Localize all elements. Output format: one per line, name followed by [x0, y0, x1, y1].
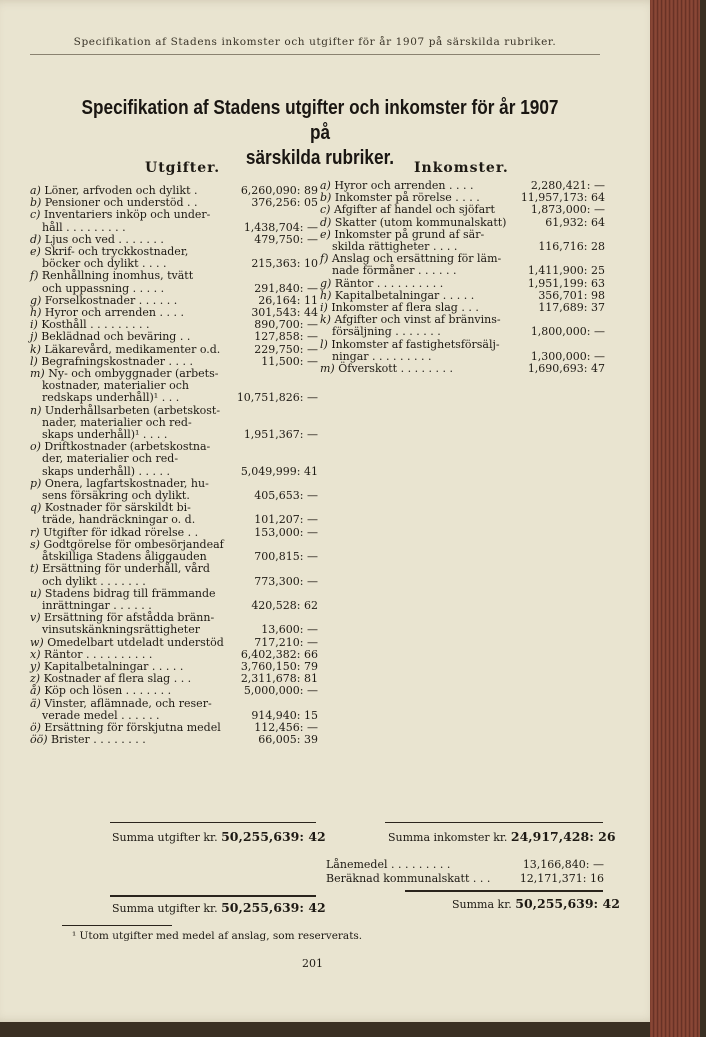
item-line: Vinster, aflämnade, och reser- — [44, 696, 212, 710]
item-mark: i) — [320, 301, 328, 315]
income-sum2-label: Summa kr. — [452, 898, 512, 911]
item-label — [30, 209, 240, 233]
income-sum-rule — [385, 822, 603, 823]
footnote: ¹ Utom utgifter med medel af anslag, som reserverats. — [72, 930, 363, 942]
tax-row — [326, 872, 604, 885]
expense-item — [30, 734, 318, 746]
item-mark: a) — [30, 184, 41, 197]
tax-label: Beräknad kommunalskatt . . . — [326, 872, 491, 885]
item-value: 301,543: 44 — [251, 306, 318, 320]
item-value: 773,300: — — [254, 574, 318, 588]
item-mark: y) — [30, 659, 41, 673]
income-sum2-value: 50,255,639: 42 — [515, 896, 620, 911]
item-label — [30, 612, 257, 636]
loan-label: Lånemedel . . . . . . . . . — [326, 858, 451, 871]
item-value: 66,005: 39 — [258, 733, 318, 747]
item-line: Inkomster af flera slag . . . — [331, 301, 479, 315]
item-mark: g) — [30, 293, 42, 307]
page-number: 201 — [302, 957, 323, 970]
item-mark: i) — [30, 318, 38, 332]
item-line: Ersättning för afstådda bränn- — [44, 611, 215, 625]
item-line: Öfverskott . . . . . . . . — [338, 362, 454, 376]
item-label — [30, 478, 250, 502]
item-label — [30, 405, 240, 442]
item-mark: ä) — [30, 696, 41, 710]
item-line: Räntor . . . . . . . . . . — [44, 647, 153, 661]
item-line: Inkomster på rörelse . . . . — [334, 191, 480, 205]
expense-item — [30, 209, 318, 233]
expenses-sum-label: Summa utgifter kr. — [112, 831, 218, 844]
loan-value: 13,166,840: — — [522, 858, 604, 871]
income-heading: Inkomster. — [414, 160, 509, 176]
loan-row — [326, 858, 604, 871]
expenses-sum2-value: 50,255,639: 42 — [221, 900, 326, 915]
item-mark: z) — [30, 672, 41, 686]
item-line: träde, handräckningar o. d. — [42, 513, 196, 527]
item-value: 61,932: 64 — [545, 215, 605, 229]
item-label — [30, 734, 254, 746]
expense-item — [30, 270, 318, 294]
item-value: 1,300,000: — — [530, 349, 605, 363]
item-line: Brister . . . . . . . . — [51, 733, 146, 747]
item-mark: öö) — [30, 733, 48, 747]
expenses-sum2-rule — [110, 895, 316, 897]
item-label — [320, 363, 524, 375]
item-line: Kapitalbetalningar . . . . . — [44, 659, 184, 673]
expenses-heading: Utgifter. — [145, 160, 221, 176]
item-value: 291,840: — — [254, 281, 318, 295]
item-mark: x) — [30, 647, 41, 661]
item-line: Renhållning inomhus, tvätt — [41, 269, 194, 283]
item-line: Stadens bidrag till främmande — [44, 586, 216, 600]
item-value: 6,402,382: 66 — [240, 647, 318, 661]
expenses-sum-rule — [110, 822, 316, 823]
item-value: 1,411,900: 25 — [527, 264, 605, 278]
item-value: 914,940: 15 — [251, 708, 318, 722]
item-line: nader, materialier och red- — [42, 415, 192, 429]
item-value: 1,951,367: — — [243, 428, 318, 442]
income-sum2-rule — [405, 890, 603, 892]
item-value: 700,815: — — [254, 550, 318, 564]
item-line: sens försäkring och dylikt. — [42, 489, 190, 503]
item-mark: e) — [30, 245, 41, 259]
item-mark: g) — [320, 276, 332, 290]
item-value: 26,164: 11 — [258, 293, 318, 307]
item-line: kostnader, materialier och — [42, 379, 190, 393]
item-label — [320, 229, 534, 253]
item-value: 2,311,678: 81 — [240, 672, 318, 686]
item-label — [30, 368, 233, 405]
expense-item — [30, 539, 318, 563]
tax-value: 12,171,371: 16 — [519, 872, 604, 885]
income-item — [320, 339, 605, 363]
item-value: 101,207: — — [254, 513, 318, 527]
item-label — [30, 698, 247, 722]
item-mark: v) — [30, 611, 41, 625]
expense-item — [30, 502, 318, 526]
item-value: 6,260,090: 89 — [240, 184, 318, 197]
item-value: 127,858: — — [254, 330, 318, 344]
item-value: 1,873,000: — — [530, 203, 605, 217]
item-value: 10,751,826: — — [236, 391, 318, 405]
expense-item — [30, 368, 318, 405]
item-value: 153,000: — — [254, 525, 318, 539]
item-line: Skrif- och tryckkostnader, — [44, 245, 189, 259]
item-mark: k) — [30, 342, 41, 356]
income-list — [320, 180, 605, 375]
expenses-sum2-label: Summa utgifter kr. — [112, 902, 218, 915]
item-label — [30, 246, 247, 270]
item-mark: t) — [30, 562, 39, 576]
income-item — [320, 314, 605, 338]
item-value: 890,700: — — [254, 318, 318, 332]
item-mark: f) — [320, 252, 329, 266]
item-line: Omedelbart utdeladt understöd — [47, 635, 224, 649]
item-line: Skatter (utom kommunalskatt) — [334, 215, 507, 229]
item-line: Inkomster af fastighetsförsälj- — [331, 337, 500, 351]
expenses-sum — [112, 829, 326, 844]
item-mark: d) — [30, 232, 42, 246]
item-mark: o) — [30, 440, 41, 454]
expense-item — [30, 405, 318, 442]
item-label — [320, 339, 527, 363]
item-line: Utgifter för idkad rörelse . . — [43, 525, 199, 539]
item-line: Inventariers inköp och under- — [43, 208, 211, 222]
item-line: Afgifter och vinst af bränvins- — [334, 313, 501, 327]
item-mark: p) — [30, 476, 42, 490]
item-line: Löner, arfvoden och dylikt . — [44, 184, 198, 197]
expense-item — [30, 478, 318, 502]
item-mark: k) — [320, 313, 331, 327]
item-line: Kapitalbetalningar . . . . . — [334, 288, 475, 302]
item-line: vinsutskänkningsrättigheter — [42, 623, 200, 637]
item-line: inrättningar . . . . . . — [42, 598, 152, 612]
book-page-edges — [650, 0, 700, 1037]
item-line: åtskilliga Stadens åliggauden — [42, 550, 207, 564]
item-mark: j) — [30, 330, 38, 344]
item-value: 117,689: 37 — [538, 301, 605, 315]
item-mark: w) — [30, 635, 44, 649]
expense-item — [30, 246, 318, 270]
item-value: 116,716: 28 — [538, 240, 605, 254]
item-line: Hyror och arrenden . . . . — [334, 179, 474, 192]
item-label — [320, 253, 524, 277]
item-line: Ersättning för förskjutna medel — [44, 720, 221, 734]
item-line: Hyror och arrenden . . . . — [44, 306, 184, 320]
item-line: Pensioner och understöd . . — [44, 196, 198, 210]
item-line: Underhållsarbeten (arbetskost- — [44, 403, 221, 417]
item-line: Anslag och ersättning för läm- — [331, 252, 502, 266]
item-mark: r) — [30, 525, 40, 539]
item-line: Forselkostnader . . . . . . — [44, 293, 178, 307]
item-value: 1,800,000: — — [530, 325, 605, 339]
item-mark: u) — [30, 586, 42, 600]
item-value: 3,760,150: 79 — [240, 659, 318, 673]
item-value: 356,701: 98 — [538, 288, 605, 302]
item-value: 215,363: 10 — [251, 257, 318, 271]
income-item — [320, 229, 605, 253]
item-value: 420,528: 62 — [251, 598, 318, 612]
item-line: skilda rättigheter . . . . — [332, 240, 458, 254]
item-mark: s) — [30, 537, 40, 551]
item-line: Kostnader för särskildt bi- — [44, 501, 191, 515]
item-line: Driftkostnader (arbetskostna- — [44, 440, 211, 454]
item-line: Ersättning för underhåll, vård — [42, 562, 210, 576]
item-value: 112,456: — — [254, 720, 318, 734]
footnote-rule — [62, 925, 172, 926]
item-mark: d) — [320, 215, 332, 229]
expense-item — [30, 441, 318, 478]
item-value: 479,750: — — [254, 232, 318, 246]
item-line: håll . . . . . . . . . — [42, 220, 126, 234]
item-line: Afgifter af handel och sjöfart — [333, 203, 495, 217]
item-line: och uppassning . . . . . — [42, 281, 165, 295]
item-mark: a) — [320, 179, 331, 192]
expense-item — [30, 698, 318, 722]
item-label — [30, 441, 237, 478]
income-sum-label: Summa inkomster kr. — [388, 831, 508, 844]
item-line: Ljus och ved . . . . . . . — [44, 232, 164, 246]
expense-item — [30, 612, 318, 636]
running-head: Specifikation af Stadens inkomster och utgifter för år 1907 på särskilda rubriker. — [30, 36, 600, 55]
item-line: Köp och lösen . . . . . . . — [44, 684, 172, 698]
item-mark: å) — [30, 684, 41, 698]
expenses-sum-repeat — [112, 900, 326, 915]
item-line: Kosthåll . . . . . . . . . — [41, 318, 150, 332]
item-line: Kostnader af flera slag . . . — [43, 672, 192, 686]
item-mark: h) — [320, 288, 332, 302]
item-line: der, materialier och red- — [42, 452, 179, 466]
income-total — [452, 896, 620, 911]
item-value: 5,049,999: 41 — [240, 464, 318, 478]
item-value: 717,210: — — [254, 635, 318, 649]
item-mark: l) — [320, 337, 328, 351]
item-line: skaps underhåll) . . . . . — [42, 464, 170, 478]
item-mark: c) — [30, 208, 41, 222]
item-mark: e) — [320, 227, 331, 241]
item-value: 5,000,000: — — [243, 684, 318, 698]
item-mark: b) — [320, 191, 332, 205]
item-mark: l) — [30, 354, 38, 368]
item-mark: ö) — [30, 720, 41, 734]
item-value: 11,957,173: 64 — [520, 191, 605, 205]
item-value: 13,600: — — [261, 623, 318, 637]
item-line: Begrafningskostnader . . . . — [41, 354, 193, 368]
item-label — [30, 563, 250, 587]
item-line: böcker och dylikt . . . . — [42, 257, 167, 271]
item-value: 229,750: — — [254, 342, 318, 356]
item-mark: m) — [30, 367, 45, 381]
item-line: redskaps underhåll)¹ . . . — [42, 391, 180, 405]
item-mark: h) — [30, 306, 42, 320]
income-item — [320, 363, 605, 375]
item-value: 405,653: — — [254, 489, 318, 503]
item-label — [30, 539, 250, 563]
item-value: 1,438,704: — — [243, 220, 318, 234]
expenses-list — [30, 185, 318, 746]
item-line: verade medel . . . . . . — [42, 708, 160, 722]
item-mark: q) — [30, 501, 42, 515]
item-line: Ny- och ombyggnader (arbets- — [48, 367, 219, 381]
item-value: 11,500: — — [261, 354, 318, 368]
expense-item — [30, 563, 318, 587]
item-label — [30, 588, 247, 612]
expense-item — [30, 588, 318, 612]
item-line: och dylikt . . . . . . . — [42, 574, 146, 588]
item-line: Beklädnad och beväring . . — [41, 330, 191, 344]
income-item — [320, 253, 605, 277]
item-line: Onera, lagfartskostnader, hu- — [44, 476, 209, 490]
item-mark: b) — [30, 196, 42, 210]
item-line: Läkarevård, medikamenter o.d. — [44, 342, 221, 356]
item-line: Godtgörelse för ombesörjandeaf — [43, 537, 224, 551]
income-sum-value: 24,917,428: 26 — [510, 829, 616, 844]
item-value: 376,256: 05 — [251, 196, 318, 210]
title-line-2: särskilda rubriker. — [245, 147, 395, 169]
item-line: ningar . . . . . . . . . — [332, 349, 432, 363]
item-line: Inkomster på grund af sär- — [334, 227, 485, 241]
item-mark: f) — [30, 269, 39, 283]
item-value: 1,951,199: 63 — [527, 276, 605, 290]
expenses-sum-value: 50,255,639: 42 — [221, 829, 326, 844]
title-line-1: Specifikation af Stadens utgifter och inkomster för år 1907 på — [81, 97, 559, 144]
item-line: Räntor . . . . . . . . . . — [334, 276, 444, 290]
item-label — [30, 502, 250, 526]
income-sum — [388, 829, 616, 844]
item-mark: c) — [320, 203, 331, 217]
item-mark: n) — [30, 403, 42, 417]
item-value: 2,280,421: — — [530, 179, 605, 192]
item-line: skaps underhåll)¹ . . . . — [42, 428, 168, 442]
item-mark: m) — [320, 362, 335, 376]
item-line: nade förmåner . . . . . . — [332, 264, 457, 278]
item-line: försäljning . . . . . . . — [332, 325, 441, 339]
item-label — [320, 314, 527, 338]
item-label — [30, 270, 250, 294]
item-value: 1,690,693: 47 — [527, 362, 605, 376]
